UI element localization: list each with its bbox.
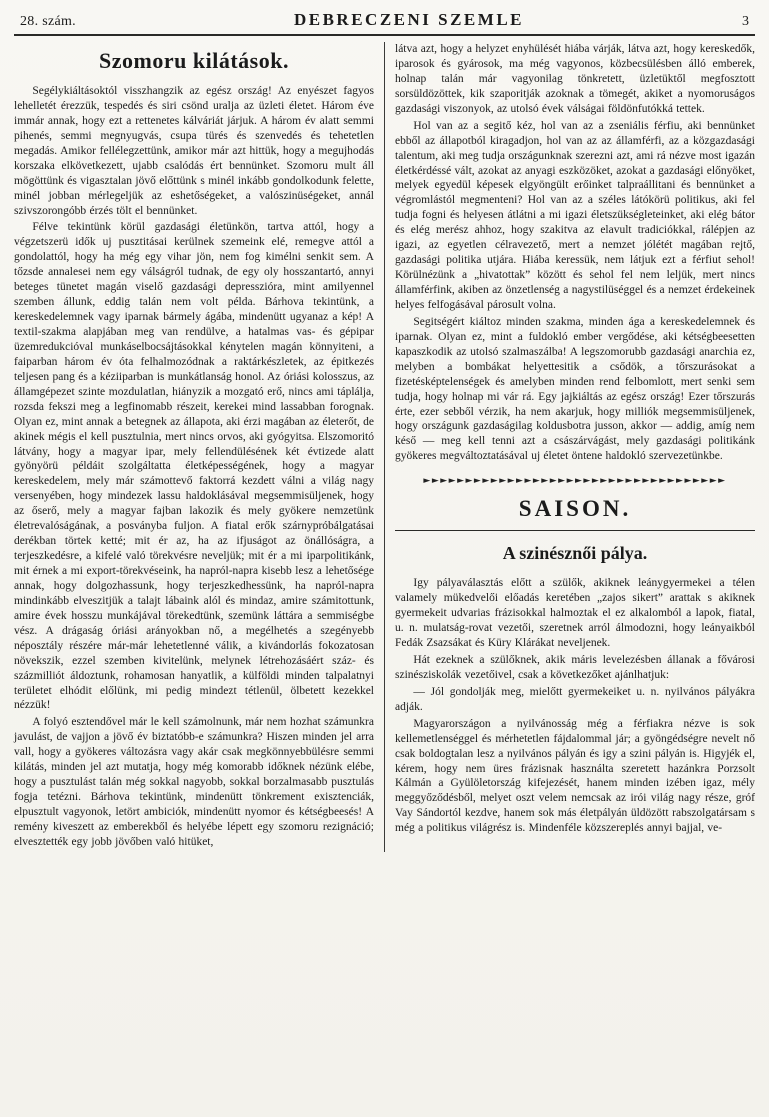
right-column — [385, 42, 755, 852]
section-rule — [395, 530, 755, 531]
article-paragraph: Igy pályaválasztás előtt a szülők, akiknek leánygyermekei a télen valamely mükedvelői előadás keretében „zajos sikert” arattak s akiknek gyermekeit udvarias frázisokkal halmoztak el ez alkalomból a lapok, fiatal, u. n. mulatság-rovat vezetői, szeretnek arról álmodozni, hogy leányaikból Fedák Zsazsákat és Küry Klárákat neveljenek. — [395, 577, 755, 649]
masthead — [14, 8, 755, 33]
two-column-layout — [14, 42, 755, 852]
article-paragraph: Hol van az a segitő kéz, hol van az a zseniális férfiu, aki bennünket ebből az állapotból kiragadjon, hol van az az államférfi, az a közgazdasági talentum, aki meg tudja országunknak szerezni azt, ami rá nézve most igazán életkérdéssé vált, azokat az anyagi eszközöket, azokat a gazdasági előnyöket, melyek egyedül képesek elgyöngült erőinket talpraállitani és bennünket a végromlástól megmenteni? Hol van az a széles látókörü politikus, aki fel tudja fogni és helyesen átlátni a mi igazi életszükségleteinket, aki elég bátor és elég merész ahhoz, hogy szakitva az elavult tradiciókkal, rálépjen az igazi, az egyetlen célravezető, mert a nemzet jólétét magában rejtő, gazdasági politika utjára. Hiába keressük, nem látjuk ezt a férfiut sehol! Körülnézünk a „hivatottak” között és sehol fel nem leljük, mert nincs államférfink, akiben az önzetlenség a nagystilüséggel és a nemzet érdekeinek helyes felfogásával párosult volna. — [395, 119, 755, 311]
article-paragraph: Félve tekintünk körül gazdasági életünkön, tartva attól, hogy a végzetszerü idők uj pusztitásai kerülnek szemeink elé, remegve attól a gondolattól, hogy ha még egy vihar jön, nem fog kimélni senkit sem. A tőzsde annalesei nem egy válságról tudnak, de egy oly hosszantartó, annyi beteges tünetet magán viselő gazdasági depresszióra, mint amilyennel szemben állunk, eddig talán nem volt példa. Bárhova tekintünk, a kereskedelemnek vagy iparnak bármely ágába, mindenütt ugyanaz a kép! A textil-szakma alapjában meg van rendülve, a hatalmas vas- és gépipar üzemredukcióval munkáselbocsájtásokkal kénytelen magán könnyiteni, a faiparban három év óta felhalmozódnak a raktárkészletek, az épitkezés teljesen pang és a kéziiparban is munkátlanság honol. Az óriási kolosszus, az államgépezet szinte mozdulatlan, hiányzik a mozgató erő, nincs ami táplálja, rozsda fekszi meg a legfinomabb részeit, kerekei mind lassabban forognak. Olyan ez, mint annak a betegnek az állapota, aki érzi magában az életerőt, de akinek mégis el kell pusztulnia, mert nincs orvos, aki gyógyitsa. Elszomoritó látvány, hogy a magyar ipar, mely fellendülésének két évtizede alatt gyönyörü példáit szolgáltatta életképességének, hogy a magyar kereskedelem, mely már számottevő faktorrá kezdett válni a világ nagy versenyében, hogy mindezek lassu haldoklásával megsemmisüljenek, hogy az őserő, mely a magyar fajban lakozik és mely gyökere nemzetünk életrevalóságának, a posványba fuljon. A fiatal erők szárnypróbálgatásai derékban törtek ketté; mit ér az, ha az ifjuságot az önállóságra, a terjeszkedésre, a kifelé való törekvésre neveljük; mit ér a mi iparpolitikánk, mit érnek a mi export-törekvéseink, ha napról-napra kisebb lesz a lehetősége annak, hogy dolgozhassunk, hogy terjeszkedhessünk, ha napról-napra mindinkább elveszitjük a talajt lábaink alól és mindaz, amire számitottunk, amire évek hosszu munkájával törekedtünk, szemünk láttára a semmiségbe vész. A drágaság óriási arányokban nő, a megélhetés a szegényebb néposztály részére már-már lehetetlenné válik, a kivándorlás fokozatosan növekszik, ezzel szemben kivitelünk, melynek létrehozásáért száz- és százmilliót áldoztunk, rohamosan hanyatlik, a külföldi minden talpalatnyi területet elhódit előlünk, mi pedig mindezt tétlenül, ölbetett kezekkel nézzük! — [14, 221, 374, 712]
left-column — [14, 42, 384, 852]
article-paragraph: Segitségért kiáltoz minden szakma, minden ága a kereskedelemnek és iparnak. Olyan ez, mint a fuldokló ember vergődése, aki kétségbeesetten kapaszkodik az utolsó szalmaszálba! A legszomorubb gazdasági anarchia ez, melyben a bombákat helyettesitik a csődök, a tőrszurásokat a fizetésképtelenségek és amelyben minden rend felbomlott, mert senki sem tudja, hogy holnap mi vár rá. Egy jajkiáltás az egész ország! Ezer tőrszurás érte, ezer sebből vérzik, ha nem akarjuk, hogy milliók megsemmisüljenek, hogy országunk gazdaságilag koldusbotra jusson, akkor — addig, amíg nem késő — meg kell tenni azt a császárvágást, mely gazdasági politikánk gyökeres megváltoztatásával uj életet öntene haldokló szervezetünkbe. — [395, 315, 755, 463]
article-paragraph: Segélykiáltásoktól visszhangzik az egész ország! Az enyészet fagyos lehelletét érezzük, tespedés és siri csönd uralja az üzleti életet. Három éve immár annak, hogy ezt a rettenetes kálváriát járjuk. A három év alatt semmi pihenés, semmi megnyugvás, csupa türés és szenvedés és tehetetlen megadás. Amikor fellélegzettünk, amikor már azt hittük, hogy a megujhodás korszaka elkövetkezett, ujabb csalódás ért bennünket. Szomoru mult áll mögöttünk és vigasztalan jövő előttünk s minél inkább gondolkodunk felette, minél jobban mérlegeljük az eshetőségeket, a valószinüségeket, annál szivszorongóbb érzés tölt el bennünket. — [14, 85, 374, 217]
masthead-rule — [14, 34, 755, 36]
article-title-szineszno-palya: A szinésznői pálya. — [502, 543, 648, 564]
article-paragraph: — Jól gondolják meg, mielőtt gyermekeiket u. n. nyilvános pályákra adják. — [395, 685, 755, 713]
article-paragraph: A folyó esztendővel már le kell számolnunk, már nem hozhat számunkra javulást, de vajjon a jövő év biztatóbb-e számunkra? Hiszen minden jel arra vall, hogy a gyökeres változásra vagy akár csak megkönnyebbülésre semmi kilátás, minden jel azt mutatja, hogy még komorabb időknek nézünk elébe, hogy a pusztulást talán még sokkal nagyobb, sokkal borzalmasabb pusztulás fogja tetézni. Bárhova tekintünk, mindenütt tönkrement exisztenciák, elpusztult vagyonok, letört ambiciók, mindenütt nyomor és kétségbeesés! A remény kiveszett az emberekből és helyébe lépett egy szomoru rezignáció; elvesztették egy jobb jövőben való hitüket, — [14, 716, 374, 848]
newspaper-title: DEBRECZENI SZEMLE — [293, 10, 524, 29]
article-paragraph-continuation: látva azt, hogy a helyzet enyhülését hiába várják, látva azt, hogy kereskedők, iparosok és gyárosok, ma még vagyonos, közbecsülésben álló emberek, holnap talán már vagyonilag tönkretett, üzletüktől megfosztott sorsüldözöttek, kik szaporitják azoknak a tömegét, akiket a nyomoruságos gazdasági viszonyok, az utolsó évek válságai földönfutókká tettek. — [395, 43, 755, 115]
article-paragraph: Magyarországon a nyilvánosság még a férfiakra nézve is sok kellemetlenséggel és mérhetetlen fájdalommal jár; a gyöngédségre nevelt nő csak boldogtalan lesz a nyilvános pályán és igy a szini pályán is. Higyjék el, kérem, hogy nem üres frázisnak használta szeretett hazánkra Porzsolt Kálmán a Gyülöletország kifejezését, hanem minden izében igaz, mély meggyőződésből, melyet oszt velem nemcsak az irói világ nagy része, gróf Vay Sándortól kezdve, hanem sok más életpályán üldözött rabszolgatársam s még a politikus világrész is. Mindenféle közszereplés annyi bajjal, ve- — [395, 717, 755, 835]
page-number: 3 — [742, 14, 749, 29]
article-paragraph: Hát ezeknek a szülőknek, akik máris levelezésben állanak a fővárosi szinésziskolák vezetőivel, csak a következőket ajánlhatjuk: — [395, 653, 755, 681]
section-title-saison: SAISON. — [518, 496, 632, 522]
article-title-szomoru-kilatasok: Szomoru kilátások. — [99, 48, 289, 73]
issue-number: 28. szám. — [20, 14, 76, 29]
ornament-divider: ►►►►►►►►►►►►►►►►►►►►►►►►►►►►►►►►►►►► — [423, 476, 727, 487]
